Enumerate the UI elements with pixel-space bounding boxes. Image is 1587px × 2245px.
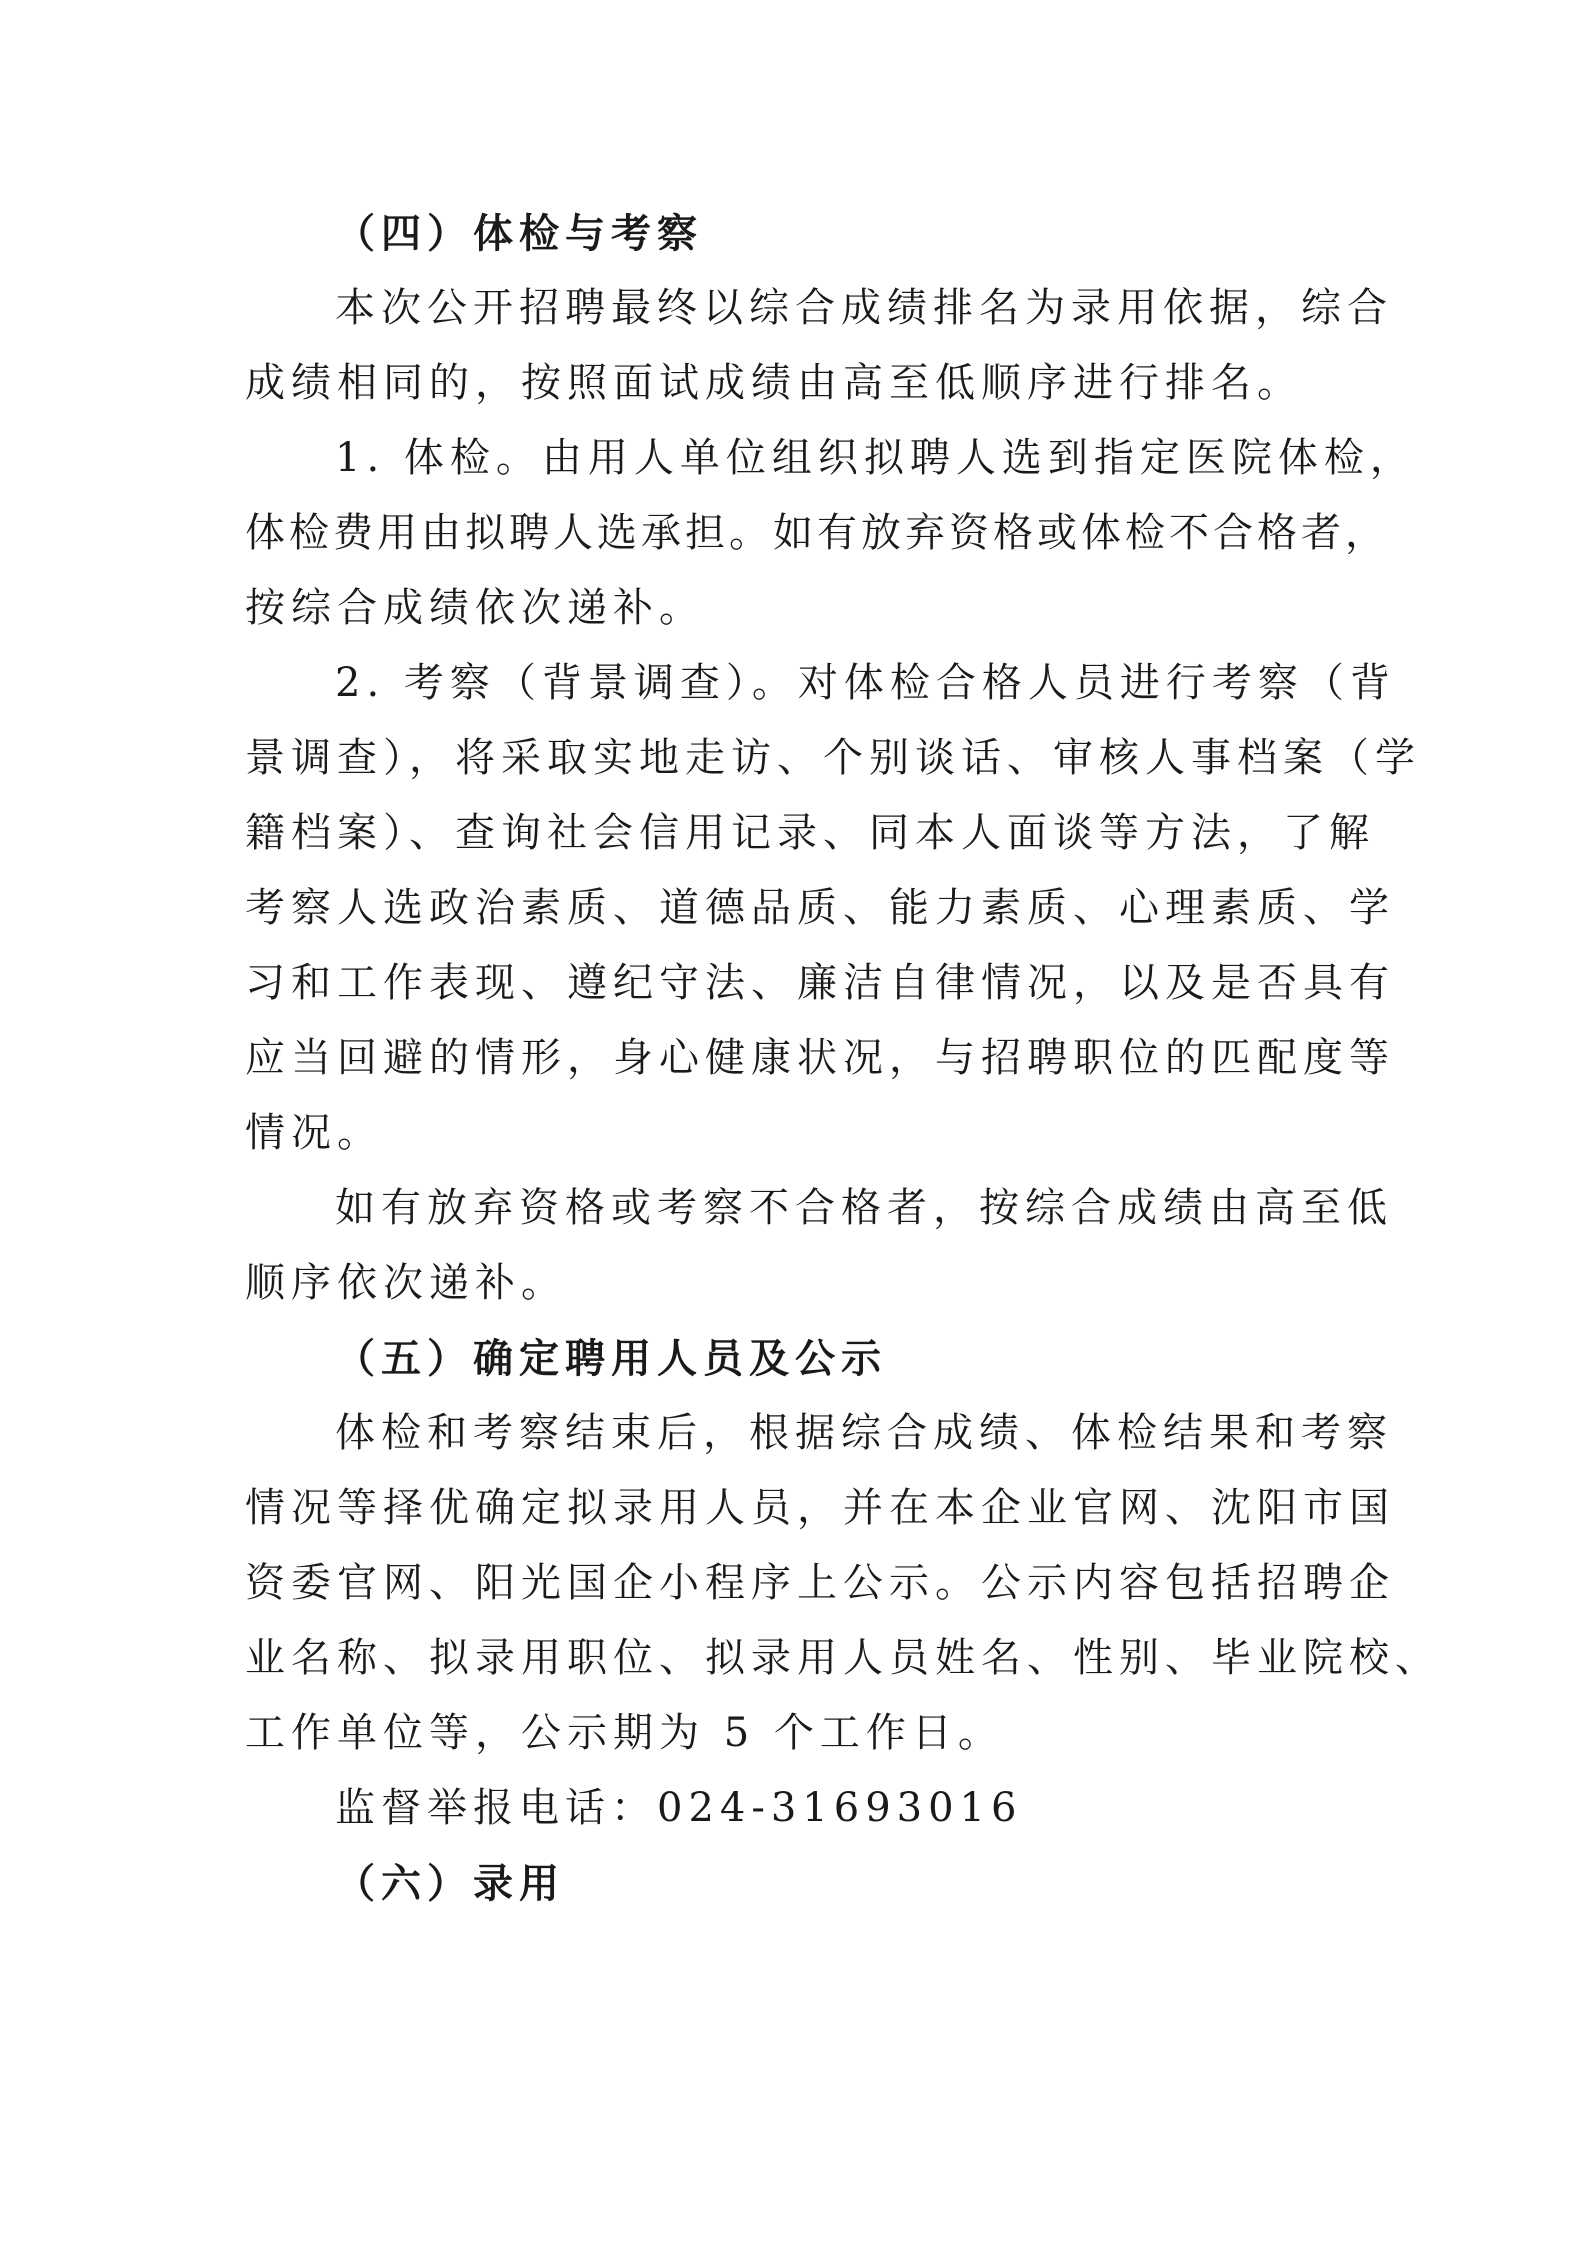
paragraph-line: 情况等择优确定拟录用人员，并在本企业官网、沈阳市国: [245, 1485, 1395, 1531]
paragraph-line: 考察人选政治素质、道德品质、能力素质、心理素质、学: [245, 885, 1395, 931]
section-5-paragraph: [245, 1396, 1441, 1771]
paragraph-line: 工作单位等，公示期为 5 个工作日。: [245, 1710, 1004, 1756]
heading-text: （六）录用: [335, 1860, 565, 1907]
section-5-heading: [245, 1321, 1355, 1396]
paragraph-line: 1. 体检。由用人单位组织拟聘人选到指定医院体检，: [335, 435, 1416, 481]
paragraph-line: 业名称、拟录用职位、拟录用人员姓名、性别、毕业院校、: [245, 1635, 1441, 1681]
section-4-intro-paragraph: [245, 271, 1393, 421]
heading-text: （五）确定聘用人员及公示: [335, 1335, 887, 1382]
supervision-hotline: [245, 1771, 1355, 1846]
section-4-closing-paragraph: [245, 1171, 1393, 1321]
paragraph-line: 体检和考察结束后，根据综合成绩、体检结果和考察: [335, 1410, 1393, 1456]
section-4-heading: [245, 196, 1355, 271]
paragraph-line: 如有放弃资格或考察不合格者，按综合成绩由高至低: [335, 1185, 1393, 1231]
physical-exam-paragraph: [245, 421, 1416, 646]
paragraph-line: 习和工作表现、遵纪守法、廉洁自律情况，以及是否具有: [245, 960, 1395, 1006]
heading-text: （四）体检与考察: [335, 210, 703, 257]
paragraph-line: 籍档案）、查询社会信用记录、同本人面谈等方法，了解: [245, 810, 1375, 856]
background-check-paragraph: [245, 646, 1421, 1171]
paragraph-line: 体检费用由拟聘人选承担。如有放弃资格或体检不合格者，: [245, 510, 1389, 556]
paragraph-line: 按综合成绩依次递补。: [245, 585, 705, 631]
section-6-heading: [245, 1846, 1355, 1921]
paragraph-line: 成绩相同的，按照面试成绩由高至低顺序进行排名。: [245, 360, 1303, 406]
paragraph-line: 应当回避的情形，身心健康状况，与招聘职位的匹配度等: [245, 1035, 1395, 1081]
paragraph-line: 2. 考察（背景调查）。对体检合格人员进行考察（背: [335, 660, 1396, 706]
paragraph-line: 景调查），将采取实地走访、个别谈话、审核人事档案（学: [245, 735, 1421, 781]
paragraph-line: 情况。: [245, 1110, 383, 1156]
paragraph-line: 顺序依次递补。: [245, 1260, 567, 1306]
paragraph-line: 资委官网、阳光国企小程序上公示。公示内容包括招聘企: [245, 1560, 1395, 1606]
paragraph-line: 本次公开招聘最终以综合成绩排名为录用依据，综合: [335, 285, 1393, 331]
hotline-text: 监督举报电话：024-31693016: [335, 1785, 1023, 1831]
